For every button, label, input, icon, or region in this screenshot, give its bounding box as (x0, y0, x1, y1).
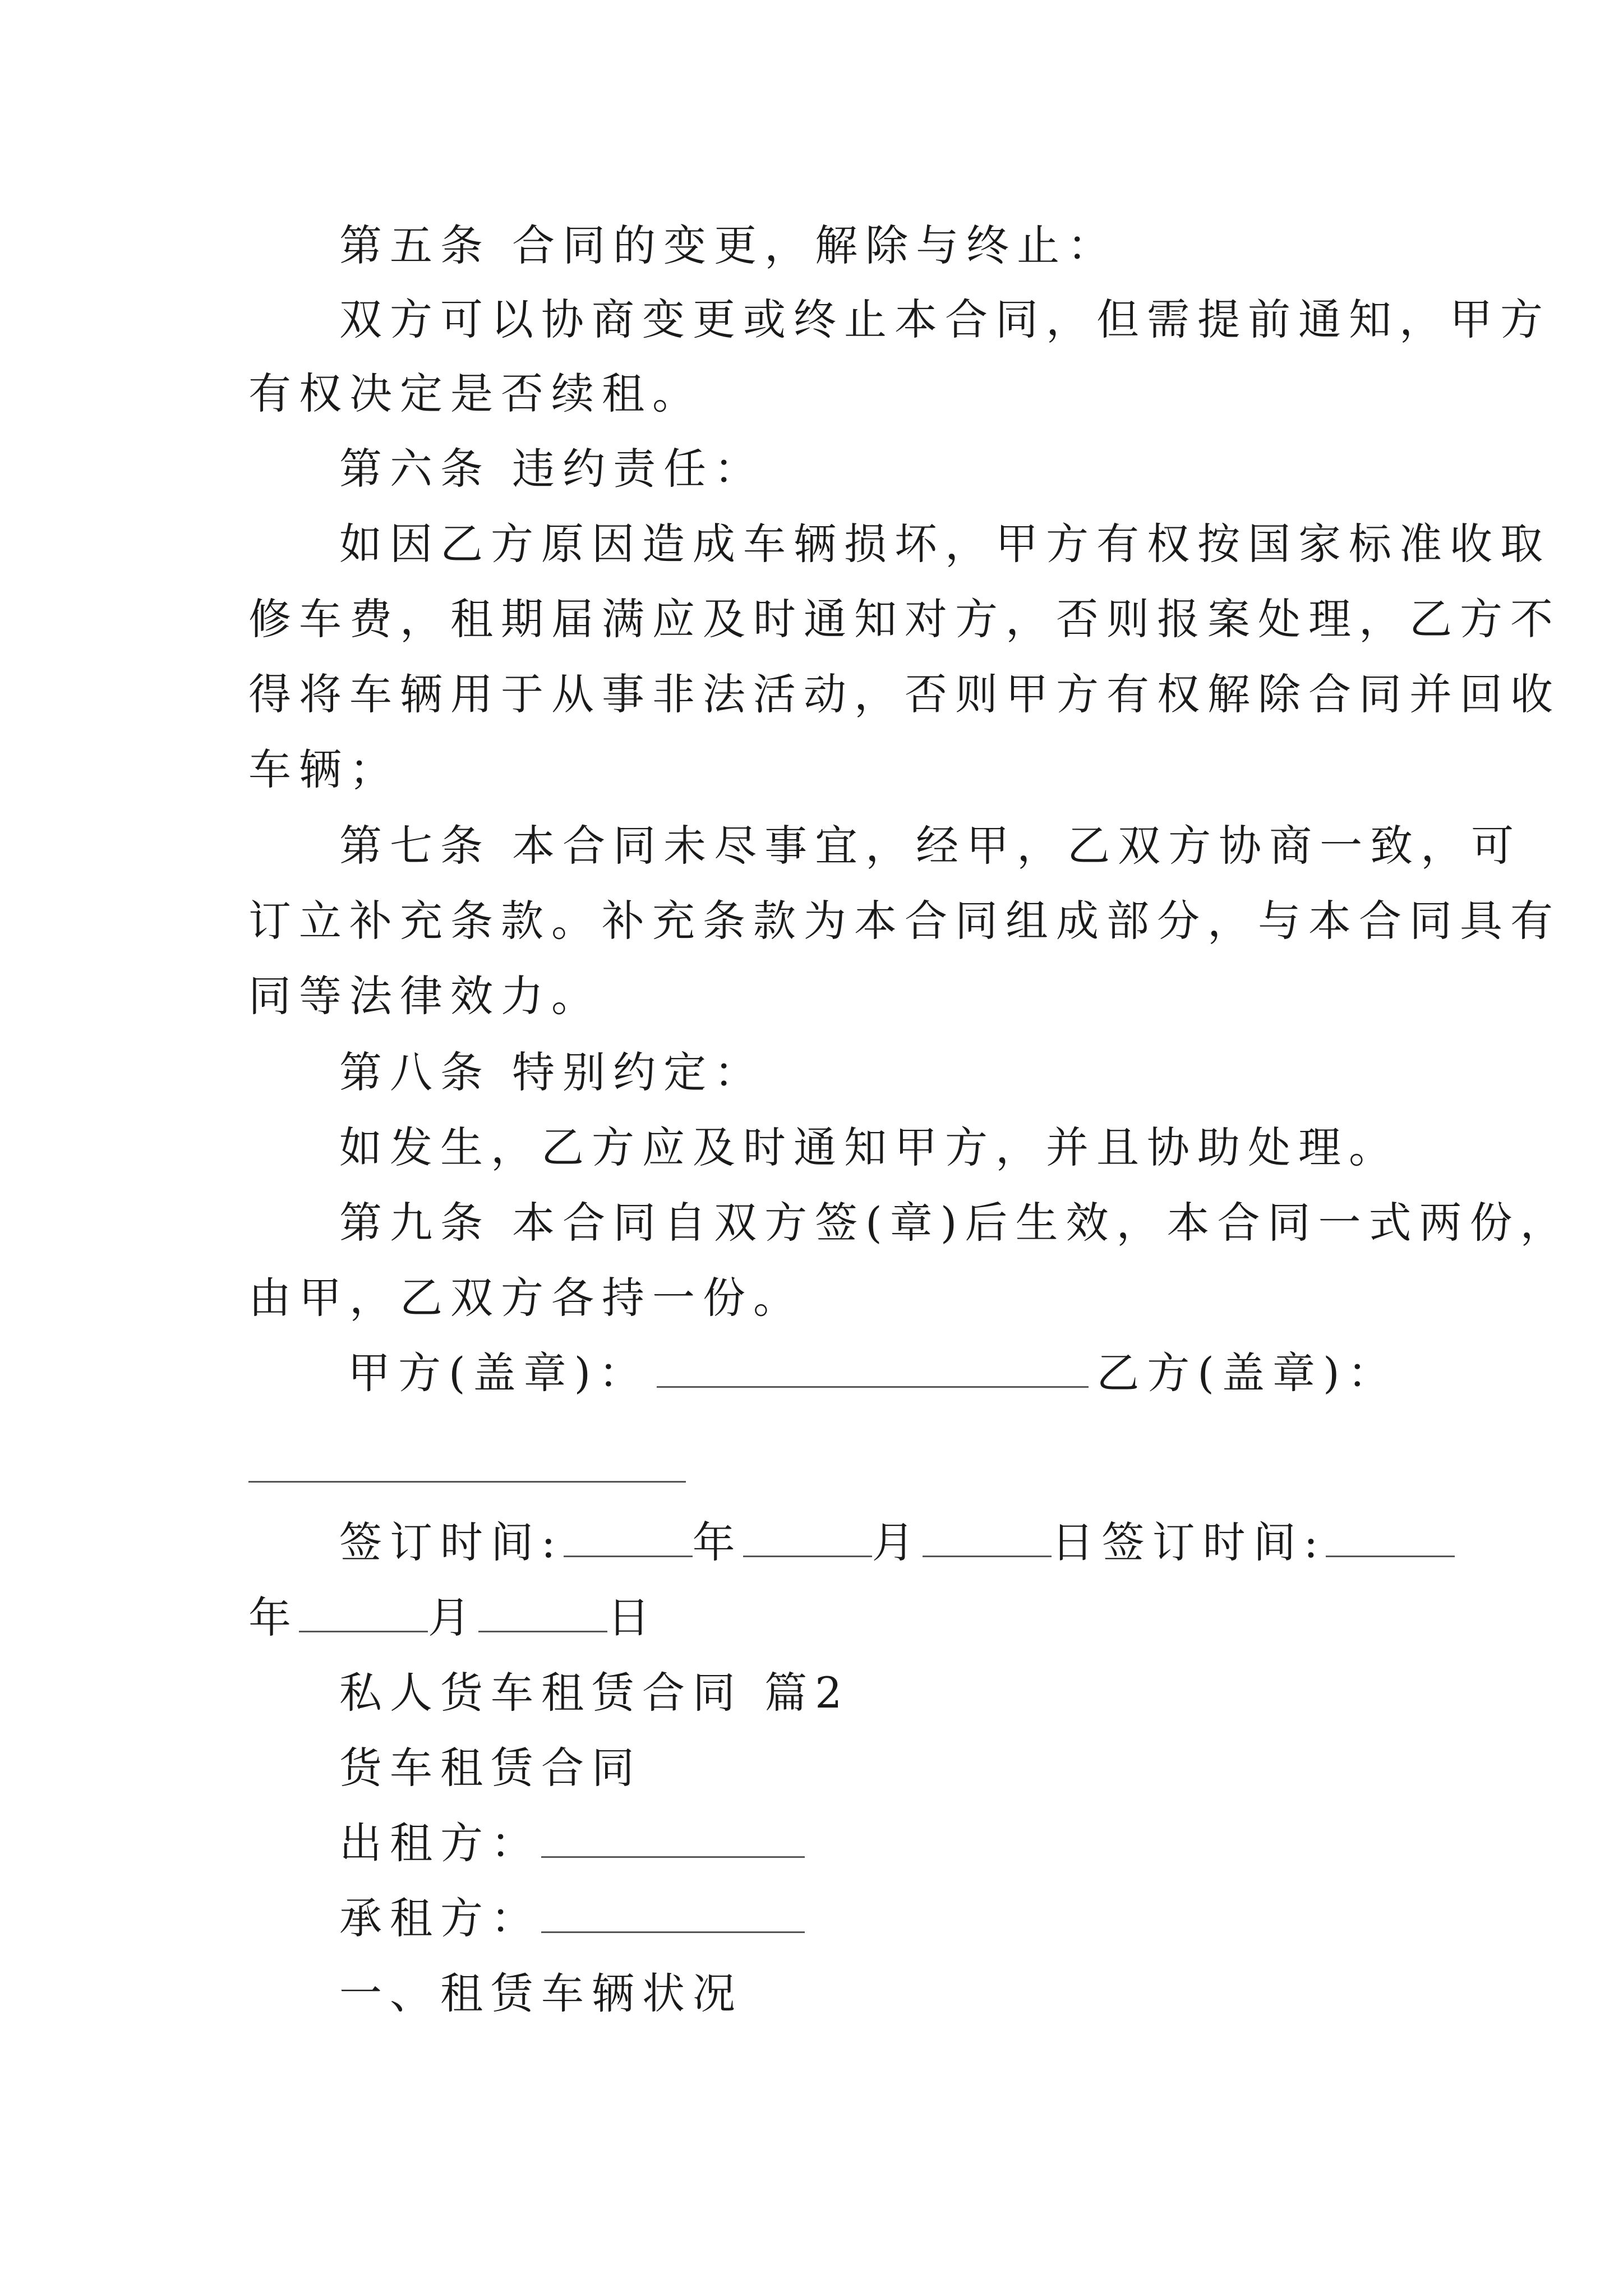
party-a-label: 甲方(盖章)： (348, 1348, 649, 1398)
signature-line (348, 1345, 1398, 1401)
paragraph-line: 同等法律效力。 (248, 971, 602, 1021)
party-b-label: 乙方(盖章)： (1096, 1348, 1398, 1398)
lessor-line (339, 1815, 805, 1871)
paragraph-line: 得将车辆用于从事非法活动，否则甲方有权解除合同并回收 (248, 669, 1561, 719)
day-label-2: 日 (607, 1593, 658, 1642)
month-label-2: 月 (428, 1593, 478, 1642)
month-label: 月 (872, 1517, 923, 1567)
article-7-heading: 第七条 本合同未尽事宜，经甲，乙双方协商一致，可 (339, 821, 1522, 871)
lessee-line (339, 1890, 805, 1947)
year-field[interactable] (564, 1520, 693, 1557)
day-field-2[interactable] (478, 1595, 607, 1632)
paragraph-line: 订立补充条款。补充条款为本合同组成部分，与本合同具有 (248, 896, 1561, 946)
year-label-2: 年 (248, 1593, 299, 1642)
paragraph-line: 由甲，乙双方各持一份。 (248, 1273, 804, 1323)
lessee-field[interactable] (541, 1895, 805, 1933)
month-field[interactable] (743, 1520, 872, 1557)
lessor-field[interactable] (541, 1820, 805, 1858)
paragraph-line: 修车费，租期届满应及时通知对方，否则报案处理，乙方不 (248, 594, 1561, 644)
article-6-heading: 第六条 违约责任： (339, 444, 765, 494)
article-9-heading: 第九条 本合同自双方签(章)后生效，本合同一式两份， (339, 1198, 1571, 1248)
lessee-label: 承租方： (339, 1893, 541, 1943)
lessor-label: 出租方： (339, 1818, 541, 1868)
day-field[interactable] (923, 1520, 1052, 1557)
contract-2-title: 货车租赁合同 (339, 1743, 642, 1793)
paragraph-line: 如因乙方原因造成车辆损坏，甲方有权按国家标准收取 (339, 519, 1551, 569)
party-b-signature-field[interactable] (248, 1481, 686, 1483)
party-a-signature-field[interactable] (657, 1350, 1089, 1388)
paragraph-line: 双方可以协商变更或终止本合同，但需提前通知，甲方 (339, 295, 1551, 344)
paragraph-line: 车辆； (248, 744, 400, 794)
paragraph-line: 如发生，乙方应及时通知甲方，并且协助处理。 (339, 1122, 1399, 1172)
day-label: 日签订时间: (1051, 1517, 1326, 1567)
sign-date-line (339, 1515, 1455, 1571)
sign-date-line-2 (248, 1590, 658, 1646)
year-label: 年 (692, 1517, 743, 1567)
month-field-2[interactable] (299, 1595, 428, 1632)
article-5-heading: 第五条 合同的变更，解除与终止： (339, 220, 1118, 270)
sign-date-label: 签订时间: (339, 1517, 564, 1567)
article-8-heading: 第八条 特别约定： (339, 1047, 765, 1097)
section-1-heading: 一、租赁车辆状况 (339, 1968, 743, 2018)
year-field-2[interactable] (1326, 1520, 1455, 1557)
contract-2-heading: 私人货车租赁合同 篇2 (339, 1668, 850, 1718)
paragraph-line: 有权决定是否续租。 (248, 369, 703, 418)
